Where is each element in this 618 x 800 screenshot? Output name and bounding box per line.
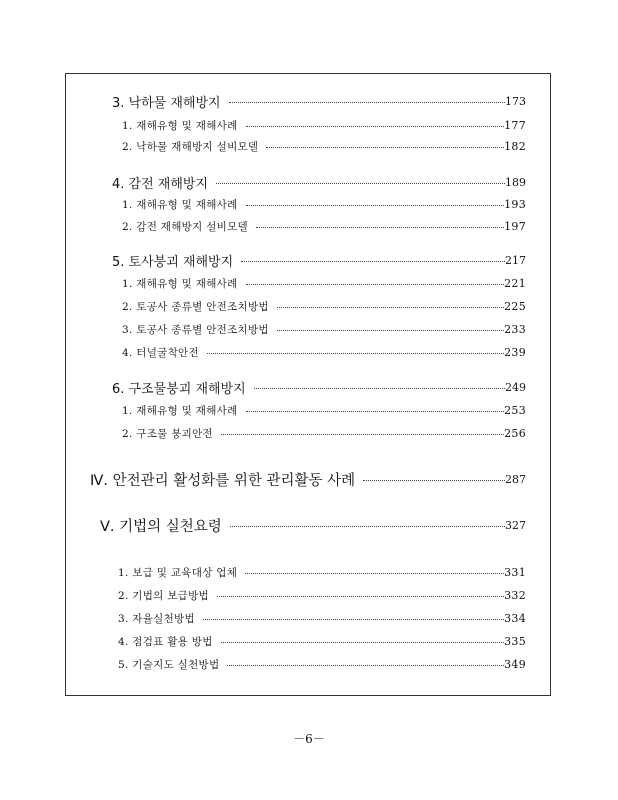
toc-entry-chapter[interactable] bbox=[100, 515, 526, 535]
toc-label: 6. 구조물붕괴 재해방지 bbox=[112, 381, 246, 397]
leader-dots bbox=[246, 283, 505, 285]
toc-entry-subsection[interactable] bbox=[122, 402, 526, 418]
toc-label: 1. 재해유형 및 재해사례 bbox=[122, 404, 238, 417]
leader-dots bbox=[227, 664, 504, 666]
toc-entry-subsection[interactable] bbox=[122, 344, 526, 360]
toc-page-number: 233 bbox=[504, 322, 526, 336]
toc-label: 3. 자율실천방법 bbox=[118, 612, 195, 625]
leader-dots bbox=[246, 125, 505, 127]
toc-label: 2. 감전 재해방지 설비모델 bbox=[122, 220, 248, 233]
toc-entry-subsection[interactable] bbox=[122, 321, 526, 337]
leader-dots bbox=[266, 146, 504, 148]
toc-label: Ⅴ. 기법의 실천요령 bbox=[100, 518, 222, 535]
toc-label: 4. 터널굴착안전 bbox=[122, 346, 199, 359]
toc-entry-section[interactable] bbox=[112, 378, 526, 396]
leader-dots bbox=[245, 572, 504, 574]
leader-dots bbox=[207, 352, 504, 354]
page-footer-number: －6－ bbox=[293, 732, 325, 746]
toc-page-number: 221 bbox=[504, 276, 526, 290]
leader-dots bbox=[203, 618, 504, 620]
toc-entry-subsection[interactable] bbox=[118, 656, 526, 672]
toc-label: 2. 기법의 보급방법 bbox=[118, 589, 209, 602]
toc-label: 4. 점검표 활용 방법 bbox=[118, 635, 213, 648]
leader-dots bbox=[256, 226, 504, 228]
toc-entry-subsection[interactable] bbox=[118, 633, 526, 649]
leader-dots bbox=[229, 101, 505, 103]
toc-label: 5. 기술지도 실천방법 bbox=[118, 658, 220, 671]
leader-dots bbox=[246, 410, 505, 412]
toc-page-number: 197 bbox=[504, 219, 526, 233]
toc-label: 3. 토공사 종류별 안전조치방법 bbox=[122, 323, 269, 336]
toc-entry-chapter[interactable] bbox=[90, 469, 526, 489]
toc-page-number: 193 bbox=[504, 197, 526, 211]
toc-entry-subsection[interactable] bbox=[122, 138, 526, 154]
toc-label: 4. 감전 재해방지 bbox=[112, 176, 209, 192]
toc-entry-subsection[interactable] bbox=[122, 298, 526, 314]
toc-label: 5. 토사붕괴 재해방지 bbox=[112, 254, 234, 270]
leader-dots bbox=[241, 260, 505, 262]
toc-page-number: 327 bbox=[505, 518, 526, 532]
toc-page-number: 349 bbox=[504, 657, 526, 671]
toc-page-number: 182 bbox=[504, 139, 526, 153]
toc-entry-subsection[interactable] bbox=[118, 610, 526, 626]
toc-entry-subsection[interactable] bbox=[122, 218, 526, 234]
toc-entry-section[interactable] bbox=[112, 251, 526, 269]
toc-page-number: 249 bbox=[505, 380, 526, 394]
toc-page-number: 335 bbox=[504, 634, 526, 648]
toc-page-number: 331 bbox=[504, 565, 526, 579]
leader-dots bbox=[246, 204, 505, 206]
toc-entry-subsection[interactable] bbox=[122, 275, 526, 291]
toc-label: 1. 재해유형 및 재해사례 bbox=[122, 198, 238, 211]
leader-dots bbox=[277, 306, 504, 308]
toc-entry-subsection[interactable] bbox=[122, 196, 526, 212]
toc-page-number: 225 bbox=[504, 299, 526, 313]
toc-entry-subsection[interactable] bbox=[118, 587, 526, 603]
toc-page-number: 217 bbox=[505, 253, 526, 267]
leader-dots bbox=[277, 329, 504, 331]
toc-page-number: 332 bbox=[504, 588, 526, 602]
leader-dots bbox=[221, 433, 504, 435]
leader-dots bbox=[254, 387, 505, 389]
toc-label: 1. 재해유형 및 재해사례 bbox=[122, 277, 238, 290]
toc-page-number: 334 bbox=[504, 611, 526, 625]
toc-entry-section[interactable] bbox=[112, 92, 526, 110]
toc-entry-section[interactable] bbox=[112, 173, 526, 191]
leader-dots bbox=[221, 641, 504, 643]
toc-label: 2. 낙하물 재해방지 설비모델 bbox=[122, 140, 259, 153]
toc-page-number: 239 bbox=[504, 345, 526, 359]
toc-entry-subsection[interactable] bbox=[122, 117, 526, 133]
toc-label: 1. 보급 및 교육대상 업체 bbox=[118, 566, 238, 579]
leader-dots bbox=[217, 595, 504, 597]
toc-label: 1. 재해유형 및 재해사례 bbox=[122, 119, 238, 132]
toc-label: 2. 구조물 붕괴안전 bbox=[122, 427, 213, 440]
leader-dots bbox=[216, 182, 505, 184]
toc-label: 2. 토공사 종류별 안전조치방법 bbox=[122, 300, 269, 313]
leader-dots bbox=[363, 479, 505, 481]
toc-page-number: 256 bbox=[504, 426, 526, 440]
toc-entry-subsection[interactable] bbox=[122, 425, 526, 441]
toc-page-number: 189 bbox=[505, 175, 526, 189]
toc-label: 3. 낙하물 재해방지 bbox=[112, 95, 221, 111]
toc-page-number: 177 bbox=[504, 118, 526, 132]
toc-entry-subsection[interactable] bbox=[118, 564, 526, 580]
leader-dots bbox=[230, 525, 505, 527]
toc-label: Ⅳ. 안전관리 활성화를 위한 관리활동 사례 bbox=[90, 472, 356, 489]
toc-page-number: 287 bbox=[505, 472, 526, 486]
toc-page-number: 253 bbox=[504, 403, 526, 417]
toc-page-number: 173 bbox=[505, 94, 526, 108]
